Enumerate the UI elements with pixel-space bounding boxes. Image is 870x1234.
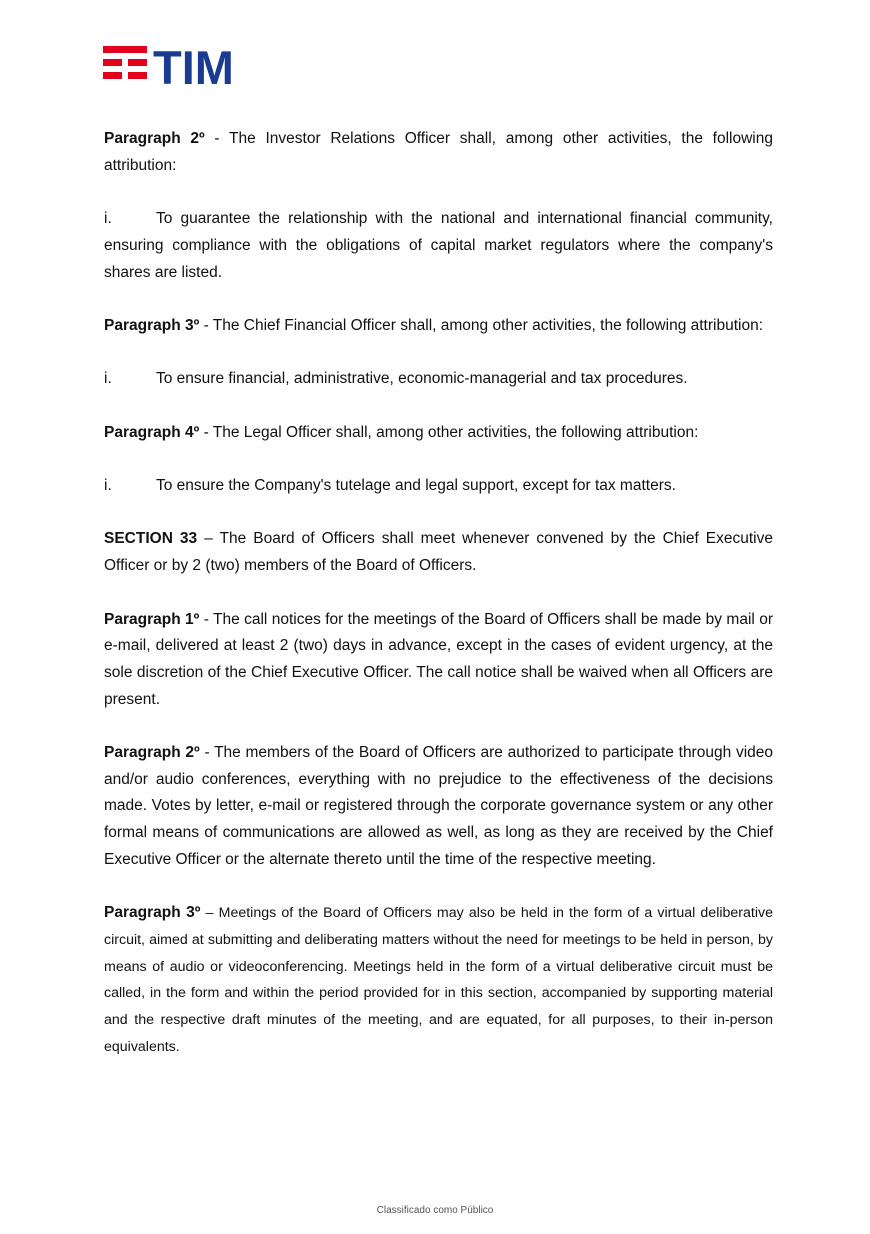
paragraph-label: Paragraph 1º — [104, 610, 200, 628]
paragraph-label: Paragraph 4º — [104, 423, 200, 441]
paragraph-text: - The call notices for the meetings of the Board of Officers shall be made by mail or e-mail, delivered at least 2 (two) days in advance, except in the cases of evident urgency, at the sole discretion of the Chief Executive Officer. The call notice shall be waived when all Officers are present. — [104, 610, 774, 708]
list-item-number: i. — [104, 370, 112, 388]
list-item-text: To ensure financial, administrative, economic-managerial and tax procedures. — [156, 370, 688, 388]
section-33-paragraph-3 — [104, 900, 773, 1060]
paragraph-text: - The Legal Officer shall, among other activities, the following attribution: — [199, 423, 699, 441]
list-item — [104, 366, 773, 393]
section-33-paragraph-1 — [104, 607, 773, 714]
section-text: – The Board of Officers shall meet whenever convened by the Chief Executive Officer or by 2 (two) members of the Board of Officers. — [104, 530, 773, 575]
list-item-number: i. — [104, 477, 112, 495]
logo-text: TIM — [153, 46, 234, 86]
section-label: SECTION 33 — [104, 530, 198, 548]
list-item — [104, 473, 773, 500]
list-item-number: i. — [104, 210, 112, 228]
section-33 — [104, 526, 773, 579]
paragraph-text: - The Investor Relations Officer shall, among other activities, the following attribution: — [104, 130, 773, 174]
tim-logo — [103, 46, 263, 86]
list-item — [104, 206, 773, 286]
paragraph-text: - The Chief Financial Officer shall, among other activities, the following attribution: — [199, 316, 763, 334]
paragraph-label: Paragraph 2º — [104, 130, 205, 147]
paragraph-text: – Meetings of the Board of Officers may also be held in the form of a virtual deliberative circuit, aimed at submitting and deliberating matters without the need for meetings to be held in person, by means of audio or videoconferencing. Meetings held in the form of a virtual deliberative circuit must be called, in the form and within the period provided for in this section, accompanied by supporting material and the respective draft minutes of the meeting, and are equated, for all purposes, to their in-person equivalents. — [104, 905, 773, 1055]
tim-stripes-icon — [103, 46, 263, 86]
classification-footer: Classificado como Público — [376, 1205, 494, 1216]
paragraph-label: Paragraph 2º — [104, 744, 200, 762]
list-item-text: To guarantee the relationship with the national and international financial community, ensuring compliance with the obligations of capital market regulators where the company's shares are listed. — [104, 210, 773, 281]
paragraph-label: Paragraph 3º — [104, 316, 200, 334]
paragraph-text: - The members of the Board of Officers are authorized to participate through video and/or audio conferences, everything with no prejudice to the effectiveness of the decisions made. Votes by letter, e-mail or registered through the corporate governance system or any other formal means of communications are allowed as well, as long as they are received by the Chief Executive Officer or the alternate thereto until the time of the respective meeting. — [104, 744, 774, 868]
document-body — [104, 126, 773, 1087]
paragraph-3-chief-financial — [104, 313, 773, 340]
paragraph-2-investor-relations — [104, 126, 773, 179]
paragraph-4-legal-officer — [104, 420, 773, 447]
list-item-text: To ensure the Company's tutelage and legal support, except for tax matters. — [156, 477, 676, 495]
paragraph-label: Paragraph 3º — [104, 904, 201, 922]
section-33-paragraph-2 — [104, 740, 773, 874]
